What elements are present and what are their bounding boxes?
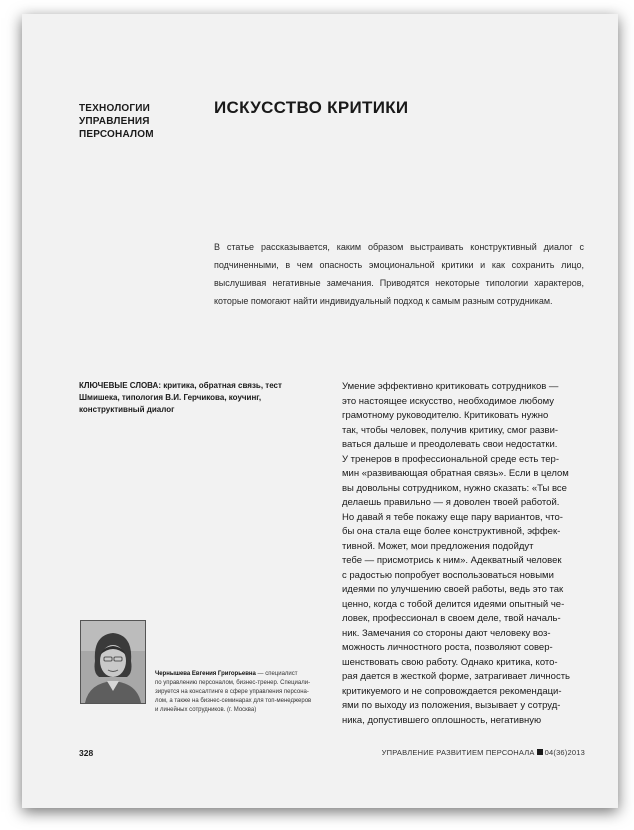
body-line: У тренеров в профессиональной среде есть тер- <box>342 453 559 465</box>
author-bio-line <box>155 670 325 679</box>
body-line: рая дается в жесткой форме, затрагивает личность <box>342 671 570 682</box>
section-label-line: ТЕХНОЛОГИИ <box>79 103 151 114</box>
author-bio-line: по управлению персоналом, бизнес-тренер. Специали- <box>155 680 311 686</box>
square-bullet-icon <box>537 749 543 755</box>
section-label-line: УПРАВЛЕНИЯ <box>79 116 150 127</box>
author-bio-line: зируется на консалтинге в сфере управления персона- <box>155 689 309 695</box>
body-line: бы она стала еще более конструктивной, эффек- <box>342 526 561 537</box>
body-line: тивной. Может, мои предложения подойдут <box>342 540 534 552</box>
author-bio-text: — специалист <box>257 671 298 677</box>
body-line: так, чтобы человек, получив критику, смог разви- <box>342 424 559 436</box>
body-line: с радостью попробует воспользоваться новыми <box>342 569 554 581</box>
article-abstract: В статье рассказывается, каким образом выстраивать конструктивный диалог с подчиненными, в чем опасность эмоциональной критики и как сохранить лицо, выслушивая негативные замечания. Приводятся некоторые типологии характеров, которые помогают найти индивидуальный подход к самым разным сотрудникам. <box>214 242 584 306</box>
body-line: ценно, когда с тобой делится идеями опытный че- <box>342 598 565 610</box>
body-line: делаешь правильно — я доволен твоей работой. <box>342 497 560 508</box>
body-line: ника, допустившего оплошность, негативную <box>342 714 542 726</box>
journal-issue: 04(36)2013 <box>544 748 585 757</box>
page-number: 328 <box>79 748 94 758</box>
body-line: мин «развивающая обратная связь». Если в целом <box>342 468 569 479</box>
journal-page <box>22 14 618 808</box>
author-bio-line: лом, а также на бизнес-семинарах для топ-менеджеров <box>155 698 312 704</box>
body-line: шенствовать свою работу. Однако критика, кото- <box>342 656 558 668</box>
body-line: ловек, профессионал в своем деле, твой началь- <box>342 613 561 624</box>
body-line: Умение эффективно критиковать сотрудников — <box>342 381 559 392</box>
author-bio <box>155 670 325 715</box>
section-label-line: ПЕРСОНАЛОМ <box>79 129 154 140</box>
body-line: тебе — присмотрись к ним». Адекватный человек <box>342 555 562 566</box>
body-line: критикуемого и не сопровождается рекомендаци- <box>342 685 562 697</box>
body-line: грамотному руководителю. Критиковать нужно <box>342 410 549 421</box>
journal-name: УПРАВЛЕНИЕ РАЗВИТИЕМ ПЕРСОНАЛА <box>381 748 535 757</box>
body-line: идеями по улучшению своей работы, ведь это так <box>342 584 564 595</box>
body-line: вы довольны сотрудником, нужно сказать: «Ты все <box>342 482 567 494</box>
section-label <box>79 102 154 141</box>
body-line: это настоящее искусство, необходимое любому <box>342 395 555 407</box>
article-title: ИСКУССТВО КРИТИКИ <box>214 98 409 117</box>
author-bio-line: и линейных сотрудников. (г. Москва) <box>155 707 257 713</box>
keywords: КЛЮЧЕВЫЕ СЛОВА: критика, обратная связь, тест Шмишека, типология В.И. Герчикова, коучинг, конструктивный диалог <box>79 381 282 414</box>
author-portrait-image <box>81 621 145 703</box>
journal-footer <box>382 748 585 757</box>
body-line: ваться дальше и преодолевать свои недостатки. <box>342 439 558 450</box>
body-line: можность личностного роста, позволяют совер- <box>342 642 553 653</box>
author-photo <box>80 620 146 704</box>
body-line: ями по выходу из положения, вызывает у сотруд- <box>342 700 561 711</box>
body-line: Но давай я тебе покажу еще пару вариантов, что- <box>342 511 563 523</box>
author-name: Чернышева Евгения Григорьевна <box>155 671 256 677</box>
body-line: ник. Замечания со стороны дают человеку воз- <box>342 627 551 639</box>
article-body <box>342 380 590 728</box>
